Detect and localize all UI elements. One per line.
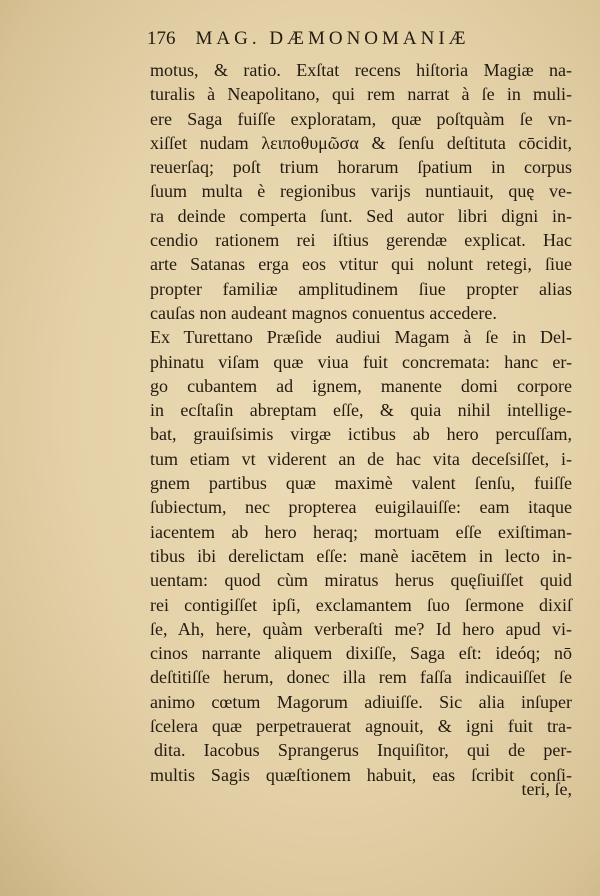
text-line: iacentem ab hero heraq; mortuam eſſe exiſtiman- [150, 521, 572, 542]
text-line: in ecſtaſin abreptam eſſe, & quia nihil intellige- [150, 400, 572, 421]
text-line: cauſas non audeant magnos conuentus accedere. [150, 302, 497, 323]
text-line: gnem partibus quæ maximè valent ſenſu, fuiſſe [150, 473, 572, 494]
text-line: tum etiam vt viderent an de hac vita deceſsiſſet, i- [150, 448, 572, 469]
text-line: phinatu viſam quæ viua fuit concremata: hanc er- [150, 351, 572, 372]
running-title: MAG. DÆMONOMANIÆ [195, 28, 470, 49]
text-line: multis Sagis quæſtionem habuit, eas ſcribit conſi- [150, 764, 572, 785]
text-line: propter familiæ amplitudinem ſiue propter alias [150, 278, 572, 299]
text-line: motus, & ratio. Exſtat recens hiſtoria Magiæ na- [150, 60, 572, 80]
text-line: ſuum multa è regionibus varijs nuntiauit, quę ve- [150, 181, 572, 202]
text-line: ſe, Ah, here, quàm verberaſti me? Id hero apud vi- [150, 618, 572, 639]
text-line: cinos narrante aliquem dixiſſe, Saga eſt: ideóq; nō [150, 643, 572, 664]
text-line: bat, grauiſsimis virgæ ictibus ab hero percuſſam, [150, 424, 572, 445]
text-line: rei contigiſſet ipſi, exclamantem ſuo ſermone dixiſ [150, 594, 572, 615]
text-line: deſtitiſſe herum, donec illa rem faſſa indicauiſſet ſe [150, 667, 572, 688]
text-line: go cubantem ad ignem, manente domi corpore [150, 375, 572, 396]
page-number: 176 [147, 28, 176, 49]
page-header [147, 28, 547, 50]
text-line: tibus ibi derelictam eſſe: manè iacētem in lecto in- [150, 545, 572, 566]
text-line: animo cœtum Magorum adiuiſſe. Sic alia inſuper [150, 691, 572, 712]
text-line: uentam: quod cùm miratus herus quęſiuiſſet quid [150, 570, 572, 591]
catchword: teri, ſe, [521, 779, 572, 799]
text-line: turalis à Neapolitano, qui rem narrat à ſe in muli- [150, 84, 572, 105]
text-line: Ex Turettano Præſide audiui Magam à ſe in Del- [150, 327, 572, 348]
text-line: ra deinde comperta ſunt. Sed autor libri digni in- [150, 205, 572, 226]
text-line: ſubiectum, nec propterea euigilauiſſe: eam itaque [150, 497, 572, 518]
text-line: ſcelera quæ perpetrauerat agnouit, & igni fuit tra- [150, 716, 572, 737]
text-line: dita. Iacobus Sprangerus Inquiſitor, qui de per- [154, 740, 572, 761]
text-line: cendio rationem rei iſtius gerendæ explicat. Hac [150, 230, 572, 251]
text-line: ere Saga fuiſſe exploratam, quæ poſtquàm ſe vn- [150, 108, 572, 129]
text-line: reuerſaq; poſt trium horarum ſpatium in corpus [150, 157, 572, 178]
text-line: xiſſet nudam λειποθυμῶσα & ſenſu deſtituta cōcidit, [150, 132, 572, 153]
text-line: arte Satanas erga eos vtitur qui nolunt retegi, ſiue [150, 254, 572, 275]
body-text [150, 58, 572, 787]
